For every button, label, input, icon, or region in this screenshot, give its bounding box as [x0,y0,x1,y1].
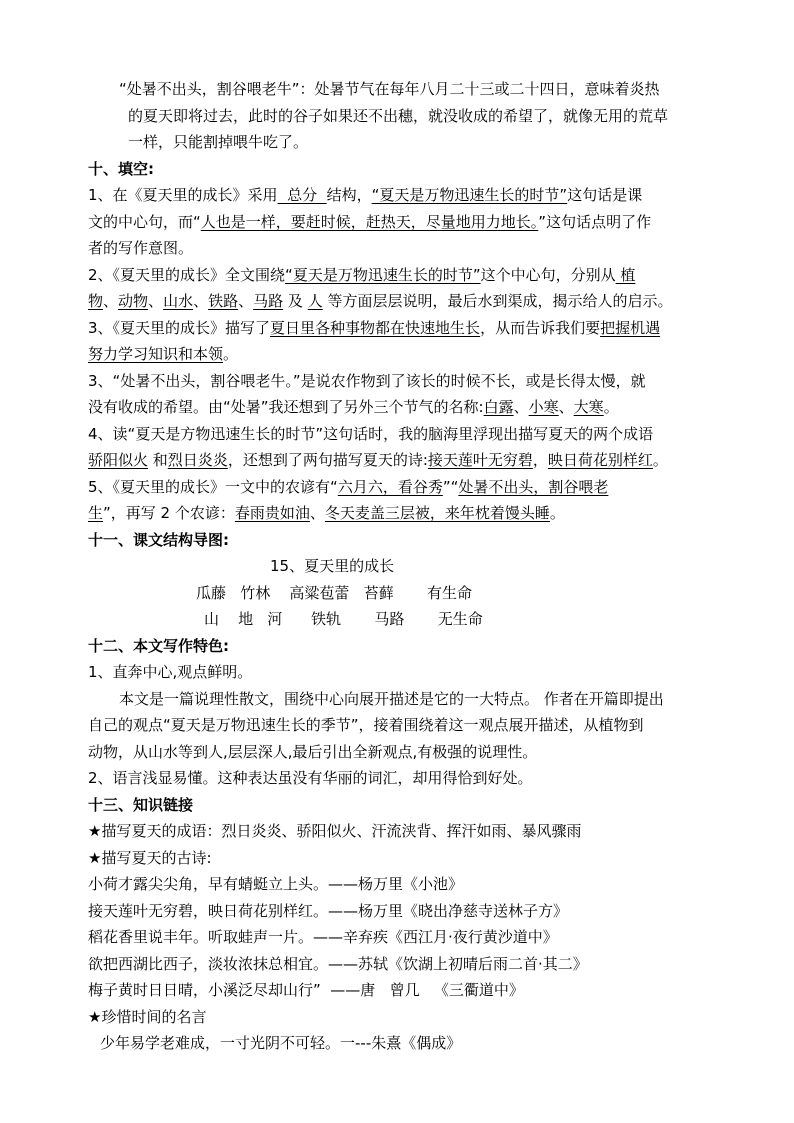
structure-title: 15、夏天里的成长 [270,557,395,575]
time-quote: 少年易学老难成，一寸光阴不可轻。一---朱熹《偶成》 [100,1034,462,1052]
q4-line-2: 骄阳似火 和烈日炎炎，还想到了两句描写夏天的诗:接天莲叶无穷碧，映日荷花别样红。 [88,451,668,469]
intro-line-1: “处暑不出头，割谷喂老牛”：处暑节气在每年八月二十三或二十四日，意味着炎热 [119,80,660,98]
section-10-heading: 十、填空: [88,159,154,178]
feature-1: 1、直奔中心,观点鲜明。 [88,663,253,681]
feature-1-text-line-3: 动物，从山水等到人,层层深人,最后引出全新观点,有极强的说理性。 [88,742,538,761]
q3a-line-1: 3、《夏天里的成长》描写了夏日里各种事物都在快速地生长，从而告诉我们要把握机遇 [88,318,661,337]
q3b-line-1: 3、“处暑不出头，割谷喂老牛。”是说农作物到了该长的时候不长，或是长得太慢，就 [88,371,646,390]
star-icon: ★ [88,1007,102,1026]
section-13-heading: 十三、知识链接 [88,795,194,814]
star-icon: ★ [88,848,102,867]
feature-1-text-line-1: 本文是一篇说理性散文，围绕中心向展开描述是它的一大特点。 作者在开篇即提出 [119,689,664,708]
poem-line: 稻花香里说丰年。听取蛙声一片。——辛弃疾《西江月·夜行黄沙道中》 [88,928,558,946]
q1-line-1: 1、在《夏天里的成长》采用 总分 结构，“夏天是万物迅速生长的时节”这句话是课 [88,186,643,204]
section-12-heading: 十二、本文写作特色: [88,636,229,655]
poem-line: 欲把西湖比西子，淡妆浓抹总相宜。——苏轼《饮湖上初晴后雨二首·其二》 [88,954,588,973]
q3a-line-2: 努力学习知识和本领。 [88,345,239,363]
q2-line-2: 物、动物、山水、铁路、马路 及 人 等方面层层说明，最后水到渠成，揭示给人的启示。 [88,292,673,310]
intro-line-2: 的夏天即将过去，此时的谷子如果还不出穗，就没收成的希望了，就像无用的荒草 [128,106,669,125]
summer-poems-heading: ★描写夏天的古诗: [88,848,212,867]
q1-line-3: 者的写作意图。 [88,239,194,257]
star-icon: ★ [88,822,102,840]
structure-row-nonliving: 山 地 河 铁轨 马路 无生命 [204,610,483,628]
q1-line-2: 文的中心句，而“人也是一样，要赶时候，赶热天，尽量地用力地长。”这句话点明了作 [88,212,652,231]
q5-line-1: 5、《夏天里的成长》一文中的农谚有“六月六，看谷秀”“处暑不出头，割谷喂老 [88,477,609,496]
q2-line-1: 2、《夏天里的成长》全文围绕“夏天是万物迅速生长的时节”这个中心句，分别从 植 [88,265,636,284]
time-quotes-heading: ★珍惜时间的名言 [88,1007,207,1026]
q5-line-2: 生”，再写 2 个农谚：春雨贵如油、冬天麦盖三层被，来年枕着馒头睡。 [88,504,565,522]
summer-idioms: ★描写夏天的成语：烈日炎炎、骄阳似火、汗流浃背、挥汗如雨、暴风骤雨 [88,822,582,840]
q4-line-1: 4、读“夏天是方物迅速生长的时节”这句话时，我的脑海里浮现出描写夏天的两个成语 [88,424,654,443]
section-11-heading: 十一、课文结构导图: [88,530,229,549]
poem-line: 接天莲叶无穷碧，映日荷花别样红。——杨万里《晓出净慈寺送林子方》 [88,901,569,920]
q3b-line-2: 没有收成的希望。由“处暑”我还想到了另外三个节气的名称:白露、小寒、大寒。 [88,398,619,416]
feature-1-text-line-2: 自己的观点“夏天是万物迅速生长的季节”，接着围绕着这一观点展开描述，从植物到 [88,716,644,734]
poem-line: 小荷才露尖尖角，早有蜻蜓立上头。——杨万里《小池》 [88,875,464,893]
document-page [88,76,708,1057]
feature-2: 2、语言浅显易懂。这种表达虽没有华丽的词汇，却用得恰到好处。 [88,769,533,787]
poem-line: 梅子黄时日日晴，小溪泛尽却山行” ——唐 曾几 《三衢道中》 [88,981,524,999]
intro-line-3: 一样，只能割掉喂牛吃了。 [128,133,309,151]
structure-row-living: 瓜藤 竹林 高粱苞蕾 苔藓 有生命 [196,583,473,602]
